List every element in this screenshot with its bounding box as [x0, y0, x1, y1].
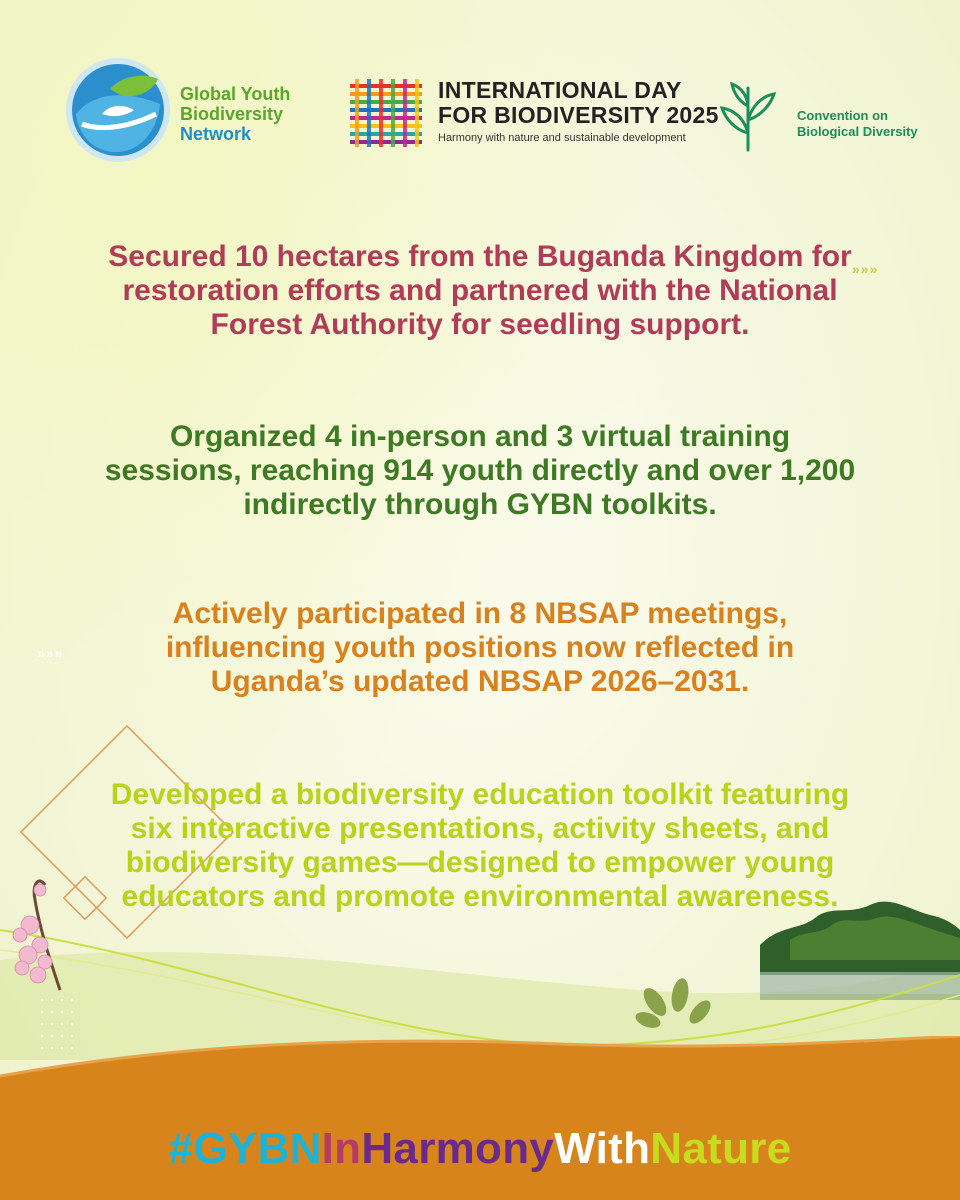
gybn-logo-icon — [62, 54, 174, 166]
achievement-toolkit: Developed a biodiversity education toolkit featuring six interactive presentations, activity sheets, and biodiversity games—designed to empower young educators and promote environmental awareness. — [110, 778, 850, 913]
achievement-nbsap: Actively participated in 8 NBSAP meetings, influencing youth positions now reflected in Uganda’s updated NBSAP 2026–2031. — [165, 597, 795, 698]
biodiversity-day-title-line2: FOR BIODIVERSITY 2025 — [438, 102, 719, 128]
cbd-logo-text — [797, 108, 918, 140]
campaign-hashtag — [0, 1123, 960, 1175]
hashtag-part-with: With — [554, 1124, 651, 1173]
achievement-restoration: Secured 10 hectares from the Buganda Kingdom for restoration efforts and partnered with the National Forest Authority for seedling support. — [108, 240, 852, 341]
hashtag-part-harmony: Harmony — [361, 1124, 555, 1173]
gybn-logo-line1: Global Youth — [180, 84, 291, 104]
gybn-logo-line2: Biodiversity — [180, 104, 284, 124]
cbd-logo-line2: Biological Diversity — [797, 124, 918, 139]
cbd-logo-icon — [718, 78, 780, 152]
footer-band — [0, 1036, 960, 1200]
arrows-decoration-left: »»» — [37, 645, 64, 661]
logo-header — [0, 50, 960, 180]
cbd-logo-line1: Convention on — [797, 108, 888, 123]
hashtag-part-in: In — [321, 1124, 362, 1173]
achievement-training: Organized 4 in-person and 3 virtual training sessions, reaching 914 youth directly and over 1,200 indirectly through GYBN toolkits. — [104, 420, 856, 521]
biodiversity-day-subtitle: Harmony with nature and sustainable development — [438, 132, 686, 144]
biodiversity-day-title-line1: INTERNATIONAL DAY — [438, 77, 682, 103]
arrows-decoration-right: »»» — [852, 261, 879, 277]
hashtag-part-nature: Nature — [650, 1124, 792, 1173]
gybn-logo-line3: Network — [180, 124, 252, 144]
gybn-logo-text — [180, 84, 290, 144]
hashtag-part-gybn: #GYBN — [168, 1124, 322, 1173]
biodiversity-day-logo-text — [438, 78, 719, 144]
biodiversity-day-logo-icon — [345, 74, 427, 152]
